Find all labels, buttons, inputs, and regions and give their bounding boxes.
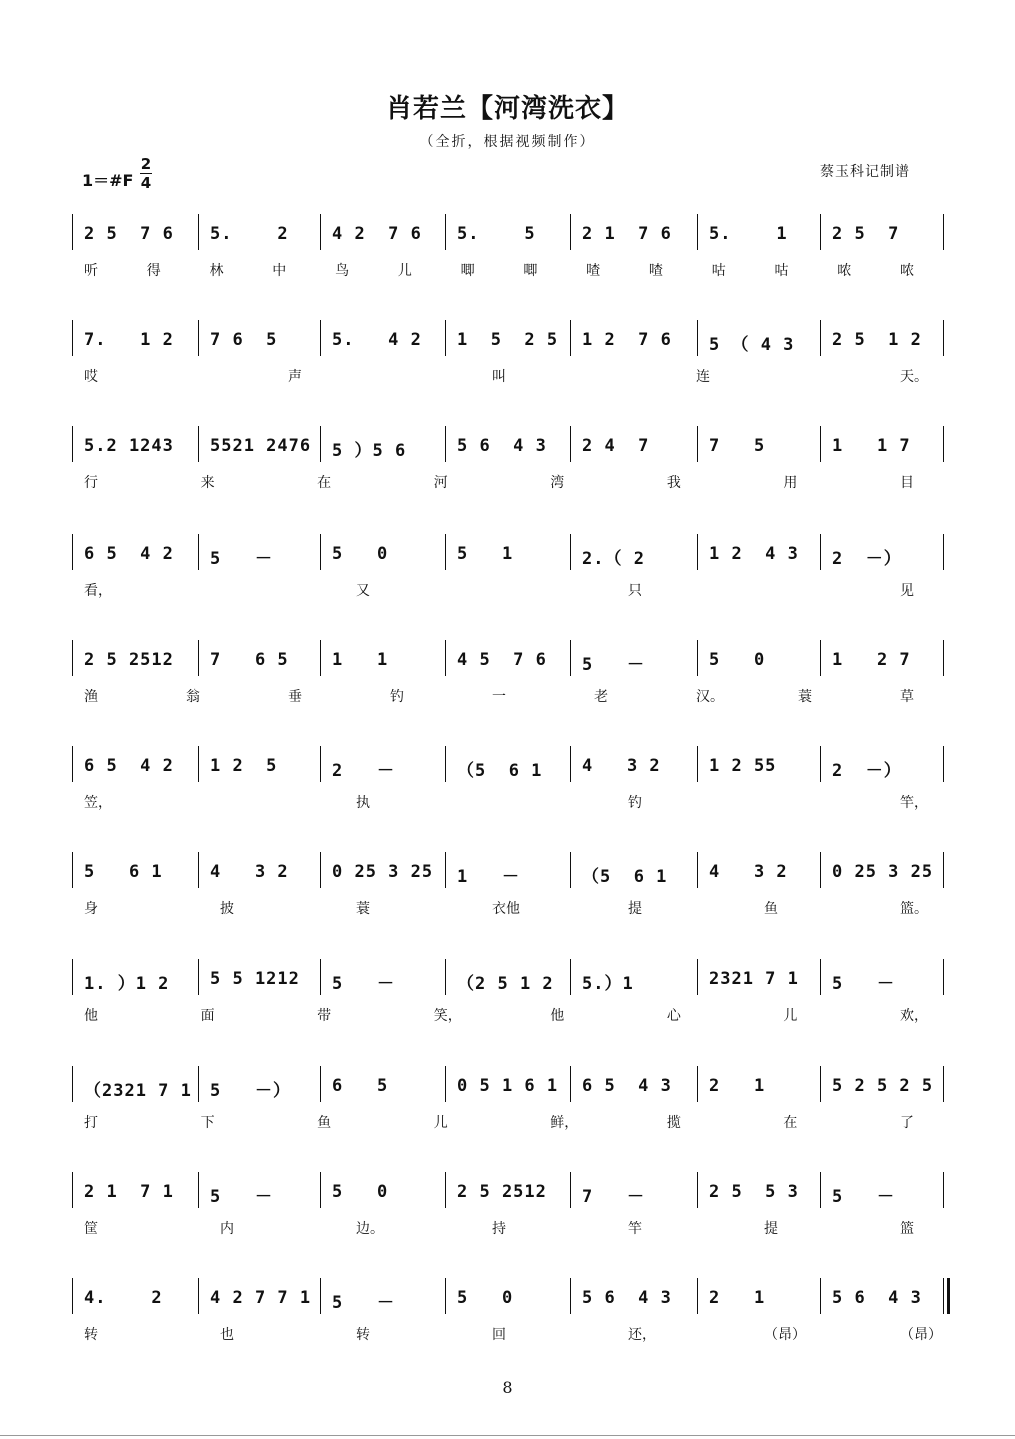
measure: 2 4 7 — [582, 436, 650, 456]
lyric-syllable: 哎 — [84, 369, 98, 385]
measure: 1 1 7 — [832, 436, 911, 456]
lyric-syllable: 持 — [492, 1221, 506, 1237]
lyric-syllable: 儿 — [783, 1008, 798, 1024]
measure: 5521 2476 — [210, 436, 312, 456]
lyric-syllable: 在 — [783, 1115, 798, 1131]
lyric-syllable: 哝 — [837, 263, 852, 279]
measure: 4 3 2 — [582, 756, 661, 776]
barline — [445, 1278, 446, 1314]
lyric-syllable: 林 — [209, 263, 224, 279]
barline — [198, 214, 199, 250]
barline — [820, 1278, 821, 1314]
measure: 7 5 — [709, 436, 766, 456]
barline — [198, 852, 199, 888]
barline — [198, 1172, 199, 1208]
barline — [570, 1066, 571, 1102]
measure: 5 6 4 3 — [832, 1288, 922, 1308]
lyric-syllable: 鲜， — [550, 1115, 579, 1131]
lyric-syllable: 身 — [84, 901, 98, 917]
lyric-syllable: 提 — [628, 901, 642, 917]
barline — [320, 1172, 321, 1208]
lyric-syllable: 竿 — [628, 1221, 642, 1237]
lyric-syllable: 还， — [628, 1327, 656, 1343]
measure: 2321 7 1 — [709, 969, 799, 989]
lyric-syllable: 河 — [433, 475, 448, 491]
time-signature — [140, 155, 152, 192]
barline — [943, 214, 944, 250]
lyric-syllable: 连 — [696, 369, 710, 385]
barline — [72, 852, 73, 888]
measure: 5 － — [832, 974, 895, 994]
score-row — [0, 742, 1015, 832]
barline — [943, 640, 944, 676]
barline — [72, 320, 73, 356]
lyric-syllable: 哝 — [900, 263, 914, 279]
measure: 1 5 2 5 — [457, 330, 559, 350]
measure: 6 5 4 2 — [84, 544, 174, 564]
barline — [445, 959, 446, 995]
barline — [697, 959, 698, 995]
barline — [320, 320, 321, 356]
barline — [198, 746, 199, 782]
barline — [72, 1278, 73, 1314]
barline — [445, 640, 446, 676]
lyric-syllable: 见 — [900, 583, 914, 599]
barline — [697, 852, 698, 888]
measure: 2 5 7 — [832, 224, 900, 244]
lyric-syllable: 鸟 — [335, 263, 350, 279]
barline — [570, 852, 571, 888]
lyric-syllable: 儿 — [397, 263, 412, 279]
barline — [570, 1172, 571, 1208]
barline — [72, 214, 73, 250]
lyric-syllable: 又 — [356, 583, 370, 599]
lyric-syllable: 披 — [220, 901, 234, 917]
lyric-syllable: 提 — [764, 1221, 778, 1237]
lyric-syllable: 声 — [288, 369, 302, 385]
lyric-syllable: 欢， — [900, 1008, 928, 1024]
lyric-syllable: 得 — [146, 263, 161, 279]
barline — [320, 746, 321, 782]
barline — [198, 426, 199, 462]
barline — [820, 320, 821, 356]
lyric-syllable: 他 — [550, 1008, 565, 1024]
barline — [445, 1172, 446, 1208]
measure: 1 2 7 — [832, 650, 911, 670]
score-row — [0, 422, 1015, 512]
measure: 5. 5 — [457, 224, 536, 244]
measure: 4 3 2 — [210, 862, 289, 882]
lyric-syllable: 只 — [628, 583, 642, 599]
lyric-syllable: 垂 — [288, 689, 302, 705]
lyric-syllable: 行 — [84, 475, 98, 491]
barline — [943, 534, 944, 570]
barline — [72, 426, 73, 462]
score-row — [0, 316, 1015, 406]
measure: （2 5 1 2 — [457, 974, 554, 994]
measure: 5 － — [832, 1187, 895, 1207]
barline — [570, 534, 571, 570]
measure: （2321 7 1 — [84, 1081, 192, 1101]
barline — [820, 1172, 821, 1208]
lyric-syllable: 鱼 — [764, 901, 778, 917]
barline — [570, 640, 571, 676]
measure: 2 1 7 6 — [582, 224, 672, 244]
lyric-syllable: 篮 — [900, 1221, 914, 1237]
lyric-syllable: 钓 — [390, 689, 404, 705]
measure: 5 0 — [332, 1182, 389, 1202]
lyric-syllable: 带 — [317, 1008, 332, 1024]
measure: 5 － — [582, 655, 645, 675]
measure: 5 0 — [709, 650, 766, 670]
barline — [72, 534, 73, 570]
score-row — [0, 1274, 1015, 1364]
lyric-syllable: 下 — [200, 1115, 215, 1131]
barline — [943, 320, 944, 356]
barline — [445, 320, 446, 356]
measure: 1 2 4 3 — [709, 544, 799, 564]
footer-rule — [0, 1435, 1015, 1436]
lyric-syllable: 老 — [594, 689, 608, 705]
lyric-syllable: 在 — [317, 475, 332, 491]
lyric-syllable: 转 — [84, 1327, 98, 1343]
measure: 4 2 7 7 1 — [210, 1288, 312, 1308]
lyric-syllable: （昂） — [764, 1327, 806, 1343]
lyric-syllable: 看， — [84, 583, 112, 599]
lyric-syllable: 目 — [900, 475, 914, 491]
barline — [697, 1172, 698, 1208]
barline — [697, 534, 698, 570]
measure: 2 －） — [832, 549, 902, 569]
measure: 5 6 1 — [84, 862, 163, 882]
barline — [697, 426, 698, 462]
barline — [697, 214, 698, 250]
lyric-syllable: 唧 — [460, 263, 475, 279]
measure: 4 2 7 6 — [332, 224, 422, 244]
barline — [820, 959, 821, 995]
barline — [72, 746, 73, 782]
barline — [320, 534, 321, 570]
score-row — [0, 955, 1015, 1045]
barline — [320, 426, 321, 462]
score-subtitle: （全折，根据视频制作） — [419, 134, 596, 150]
lyric-syllable: 听 — [84, 263, 98, 279]
barline — [697, 1278, 698, 1314]
lyric-syllable: 咕 — [711, 263, 726, 279]
barline — [198, 640, 199, 676]
lyric-syllable: 钓 — [628, 795, 642, 811]
measure: 6 5 4 2 — [84, 756, 174, 776]
barline — [570, 426, 571, 462]
barline — [198, 1066, 199, 1102]
lyric-syllable: 筐 — [84, 1221, 98, 1237]
measure: 5 ）5 6 — [332, 441, 407, 461]
measure: 1 1 — [332, 650, 389, 670]
measure: 2 1 — [709, 1076, 766, 1096]
lyric-syllable: 一 — [492, 689, 506, 705]
lyric-syllable: 用 — [783, 475, 798, 491]
measure: 4 5 7 6 — [457, 650, 547, 670]
measure: 2 5 7 6 — [84, 224, 174, 244]
measure: 0 5 1 6 1 — [457, 1076, 559, 1096]
lyric-syllable: 叫 — [492, 369, 506, 385]
time-signature-bottom: 4 — [140, 174, 152, 192]
measure: 5 5 1212 — [210, 969, 300, 989]
time-signature-top: 2 — [140, 155, 152, 173]
barline — [72, 640, 73, 676]
measure: 1 2 55 — [709, 756, 777, 776]
lyric-syllable: 翁 — [186, 689, 200, 705]
measure: 0 25 3 25 — [832, 862, 934, 882]
measure: 1 2 5 — [210, 756, 278, 776]
score-row — [0, 530, 1015, 620]
measure: 0 25 3 25 — [332, 862, 434, 882]
key-signature: 1＝#F — [82, 171, 134, 190]
measure: 1. ）1 2 — [84, 974, 170, 994]
lyric-syllable: 鱼 — [317, 1115, 332, 1131]
barline — [198, 534, 199, 570]
lyric-syllable: 蓑 — [798, 689, 812, 705]
barline — [820, 852, 821, 888]
barline — [943, 1172, 944, 1208]
barline — [570, 214, 571, 250]
measure: 7. 1 2 — [84, 330, 174, 350]
lyric-syllable: 渔 — [84, 689, 98, 705]
measure: 5 － — [210, 1187, 273, 1207]
lyric-syllable: 转 — [356, 1327, 370, 1343]
measure: 5 － — [332, 1293, 395, 1313]
lyric-syllable: 内 — [220, 1221, 234, 1237]
barline — [697, 1066, 698, 1102]
measure: 5 0 — [332, 544, 389, 564]
barline — [445, 852, 446, 888]
barline — [72, 959, 73, 995]
lyric-syllable: 天。 — [900, 369, 928, 385]
lyric-syllable: 衣他 — [492, 901, 520, 917]
lyric-syllable: 湾 — [550, 475, 565, 491]
measure: 5 － — [210, 549, 273, 569]
measure: 4 3 2 — [709, 862, 788, 882]
barline — [320, 1278, 321, 1314]
score-row — [0, 210, 1015, 300]
barline — [570, 1278, 571, 1314]
lyric-syllable: 喳 — [648, 263, 663, 279]
measure: 4. 2 — [84, 1288, 163, 1308]
barline — [943, 426, 944, 462]
measure: 5 6 4 3 — [457, 436, 547, 456]
measure: 5 0 — [457, 1288, 514, 1308]
barline — [820, 640, 821, 676]
lyric-syllable: 儿 — [433, 1115, 448, 1131]
barline — [820, 534, 821, 570]
measure: 2 －） — [832, 761, 902, 781]
score-row — [0, 1168, 1015, 1258]
measure: 2 5 2512 — [84, 650, 174, 670]
barline — [198, 959, 199, 995]
barline — [570, 959, 571, 995]
measure: 5 － — [332, 974, 395, 994]
barline — [820, 214, 821, 250]
score-title: 肖若兰【河湾洗衣】 — [385, 94, 629, 124]
lyric-syllable: 揽 — [666, 1115, 681, 1131]
measure: （5 6 1 — [457, 761, 543, 781]
lyric-syllable: 了 — [900, 1115, 914, 1131]
lyric-syllable: 竿， — [900, 795, 928, 811]
barline — [320, 959, 321, 995]
measure: 2 5 1 2 — [832, 330, 922, 350]
measure: 1 － — [457, 867, 520, 887]
measure: 2 5 5 3 — [709, 1182, 799, 1202]
lyric-syllable: （昂） — [900, 1327, 942, 1343]
measure: 1 2 7 6 — [582, 330, 672, 350]
barline — [320, 852, 321, 888]
barline — [570, 746, 571, 782]
measure: 2 － — [332, 761, 395, 781]
lyric-syllable: 我 — [666, 475, 681, 491]
lyric-syllable: 中 — [272, 263, 287, 279]
score-row — [0, 848, 1015, 938]
barline — [320, 640, 321, 676]
lyric-syllable: 打 — [84, 1115, 98, 1131]
barline — [445, 1066, 446, 1102]
barline — [943, 746, 944, 782]
measure: （5 6 1 — [582, 867, 668, 887]
lyric-syllable: 汉。 — [696, 689, 724, 705]
barline — [820, 1066, 821, 1102]
barline — [320, 214, 321, 250]
lyric-syllable: 草 — [900, 689, 914, 705]
lyric-syllable: 面 — [200, 1008, 215, 1024]
measure: 6 5 — [332, 1076, 389, 1096]
measure: 5. 1 — [709, 224, 788, 244]
measure: 2 5 2512 — [457, 1182, 547, 1202]
lyric-syllable: 唧 — [523, 263, 538, 279]
lyric-syllable: 也 — [220, 1327, 234, 1343]
barline — [198, 320, 199, 356]
barline — [943, 852, 944, 888]
barline — [697, 746, 698, 782]
barline — [198, 1278, 199, 1314]
lyric-syllable: 笑， — [433, 1008, 462, 1024]
score-row — [0, 636, 1015, 726]
barline — [445, 746, 446, 782]
page-number: 8 — [502, 1378, 513, 1397]
barline — [570, 320, 571, 356]
measure: 5. 4 2 — [332, 330, 422, 350]
measure: 7 6 5 — [210, 650, 289, 670]
barline — [820, 746, 821, 782]
lyric-syllable: 回 — [492, 1327, 506, 1343]
transcriber-credit: 蔡玉科记制谱 — [820, 164, 910, 180]
barline — [943, 959, 944, 995]
lyric-syllable: 心 — [666, 1008, 681, 1024]
measure: 5 2 5 2 5 — [832, 1076, 934, 1096]
barline — [72, 1066, 73, 1102]
barline — [445, 214, 446, 250]
measure: 5 6 4 3 — [582, 1288, 672, 1308]
lyric-syllable: 篮。 — [900, 901, 928, 917]
barline — [697, 320, 698, 356]
measure: 5 －） — [210, 1081, 291, 1101]
lyric-syllable: 蓑 — [356, 901, 370, 917]
barline — [445, 534, 446, 570]
lyric-syllable: 来 — [200, 475, 215, 491]
measure: 2 1 7 1 — [84, 1182, 174, 1202]
lyric-syllable: 喳 — [586, 263, 601, 279]
lyric-syllable: 他 — [84, 1008, 98, 1024]
lyric-syllable: 咕 — [774, 263, 789, 279]
lyric-syllable: 边。 — [356, 1221, 384, 1237]
barline — [72, 1172, 73, 1208]
barline — [943, 1066, 944, 1102]
barline — [445, 426, 446, 462]
measure: 5.）1 — [582, 974, 634, 994]
measure: 5. 2 — [210, 224, 289, 244]
measure: 6 5 4 3 — [582, 1076, 672, 1096]
measure: 7 6 5 — [210, 330, 278, 350]
score-row — [0, 1062, 1015, 1152]
barline — [697, 640, 698, 676]
lyric-syllable: 笠， — [84, 795, 112, 811]
measure: 5.2 1243 — [84, 436, 174, 456]
measure: 2.（ 2 — [582, 549, 645, 569]
barline — [820, 426, 821, 462]
measure: 2 1 — [709, 1288, 766, 1308]
measure: 5 （ 4 3 — [709, 335, 795, 355]
barline — [320, 1066, 321, 1102]
measure: 5 1 — [457, 544, 514, 564]
barline — [943, 1278, 944, 1314]
lyric-syllable: 执 — [356, 795, 370, 811]
measure: 7 － — [582, 1187, 645, 1207]
